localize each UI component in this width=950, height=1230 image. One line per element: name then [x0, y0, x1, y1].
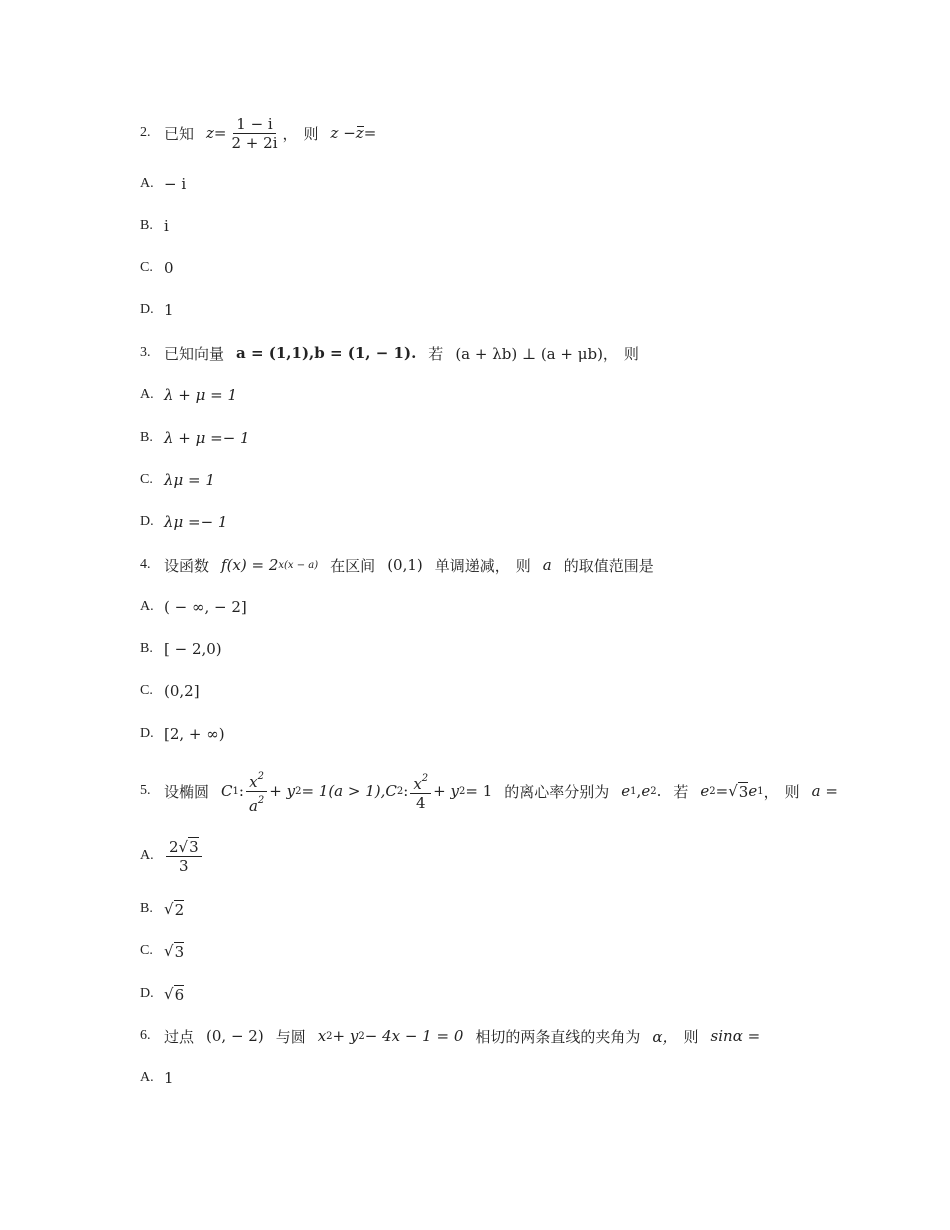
- option[interactable]: [140, 681, 200, 701]
- question-2-stem: [140, 112, 376, 154]
- question-number: 3.: [140, 345, 151, 360]
- stem-text: 的离心率分别为: [504, 782, 610, 801]
- question-4-stem: [140, 554, 654, 576]
- subscript: 2: [650, 785, 657, 797]
- then-text: 则: [303, 124, 319, 143]
- question-number: 4.: [140, 557, 151, 572]
- option-label: D.: [140, 986, 154, 1001]
- option[interactable]: [140, 639, 222, 659]
- option-text: 0: [164, 259, 174, 277]
- vector-def: a = (1,1),b = (1, − 1).: [236, 344, 417, 362]
- question-number: 5.: [140, 783, 151, 798]
- superscript: 2: [326, 1030, 333, 1042]
- fraction-numerator: $x^2$: [410, 770, 431, 794]
- expr: = 1(a > 1),: [301, 782, 386, 800]
- option[interactable]: [140, 512, 227, 532]
- then-text: 则: [623, 344, 639, 363]
- exponent: x(x − a): [278, 559, 319, 571]
- comma: ，: [763, 782, 779, 801]
- option[interactable]: [140, 834, 204, 878]
- fraction-numerator: 1 − i: [233, 115, 275, 134]
- stem-text: 设椭圆: [164, 782, 210, 801]
- option-text: (0,2]: [164, 682, 200, 700]
- option-text: ( − ∞, − 2]: [164, 598, 247, 616]
- option-label: A.: [140, 848, 154, 863]
- option-label: A.: [140, 387, 154, 402]
- option-label: C.: [140, 943, 153, 958]
- period: .: [656, 782, 662, 800]
- option-text: λμ =− 1: [164, 513, 228, 531]
- var-e: e: [700, 782, 710, 800]
- option-text: − i: [164, 175, 187, 193]
- fraction-denominator: 2 + 2i: [231, 133, 278, 152]
- option-text: [2, + ∞): [164, 725, 225, 743]
- option[interactable]: [140, 428, 250, 448]
- fraction: [166, 838, 202, 875]
- question-6-stem: [140, 1025, 760, 1047]
- superscript: 2: [358, 1030, 365, 1042]
- expr-end: =: [363, 124, 377, 142]
- option-label: B.: [140, 641, 153, 656]
- stem-text: 在区间: [330, 556, 376, 575]
- subscript: 1: [232, 785, 239, 797]
- expr: + y: [433, 782, 459, 800]
- var-e: e: [641, 782, 651, 800]
- option-label: D.: [140, 302, 154, 317]
- tail: sinα =: [710, 1027, 761, 1045]
- condition: (a + λb) ⊥ (a + μb)，: [455, 344, 618, 363]
- option-text: 1: [164, 301, 174, 319]
- subscript: 2: [709, 785, 716, 797]
- radicand: 3: [738, 782, 749, 801]
- option[interactable]: [140, 597, 247, 617]
- expr-z: z −: [330, 124, 356, 142]
- option-text: λμ = 1: [164, 471, 215, 489]
- equals: =: [715, 782, 729, 800]
- stem-text: 单调递减，: [434, 556, 510, 575]
- subscript: 1: [757, 785, 764, 797]
- option-label: A.: [140, 1070, 154, 1085]
- stem-text: 已知向量: [164, 344, 225, 363]
- stem-text: 相切的两条直线的夹角为: [475, 1027, 641, 1046]
- then-text: 则: [784, 782, 800, 801]
- fraction-numerator: $x^2$: [246, 768, 267, 792]
- option-text: 1: [164, 1069, 174, 1087]
- subscript: 1: [630, 785, 637, 797]
- question-5-stem: 5. 设椭圆 C 1 : $\frac{x^2}{a^2}$ + y 2 = 1(a > 1), C 2 : $\frac{x^2}{4}$ + y 2 = 1 的离心率分别为 e 1 , e 2 . 若 e 2 = √ 3 e 1 ， 则 a =: [140, 766, 838, 816]
- option-label: B.: [140, 218, 153, 233]
- circle-eq: + y: [332, 1027, 359, 1045]
- question-number: 6.: [140, 1028, 151, 1043]
- option-label: B.: [140, 430, 153, 445]
- fraction-numerator: 2√3: [166, 838, 202, 857]
- expr: = 1: [465, 782, 493, 800]
- stem-text: 过点: [164, 1027, 195, 1046]
- option-label: A.: [140, 176, 154, 191]
- option-label: C.: [140, 472, 153, 487]
- var-z: z: [206, 124, 214, 142]
- interval: (0,1): [387, 556, 423, 574]
- stem-text: 已知: [164, 124, 195, 143]
- question-number: 2.: [140, 125, 151, 140]
- circle-eq: − 4x − 1 = 0: [364, 1027, 464, 1045]
- option-label: D.: [140, 514, 154, 529]
- fraction-denominator: $a^2$: [248, 794, 265, 815]
- radicand: 2: [174, 900, 185, 919]
- option[interactable]: [140, 385, 237, 405]
- then-text: 则: [683, 1027, 699, 1046]
- if-text: 若: [673, 782, 689, 801]
- fraction-denominator: 3: [179, 856, 189, 875]
- then-text: 则: [515, 556, 531, 575]
- fraction-denominator: 4: [415, 794, 426, 812]
- option[interactable]: [140, 724, 225, 744]
- if-text: 若: [428, 344, 444, 363]
- superscript: 2: [458, 785, 466, 797]
- option-label: C.: [140, 683, 153, 698]
- separator: ，: [282, 124, 298, 143]
- ellipse-c2: C: [385, 782, 397, 800]
- point: (0, − 2): [206, 1027, 264, 1045]
- var-e: e: [748, 782, 758, 800]
- superscript: 2: [295, 785, 302, 797]
- alpha: α，: [652, 1027, 678, 1046]
- option-text: i: [164, 217, 169, 235]
- option-text: [ − 2,0): [164, 640, 222, 658]
- option[interactable]: [140, 470, 215, 490]
- tail: a =: [811, 782, 838, 800]
- option[interactable]: [140, 258, 174, 278]
- circle-eq: x: [317, 1027, 327, 1045]
- option[interactable]: [140, 1068, 174, 1088]
- stem-text: 与圆: [275, 1027, 306, 1046]
- var-e: e: [621, 782, 631, 800]
- option-label: D.: [140, 726, 154, 741]
- radicand: 3: [174, 942, 185, 961]
- option[interactable]: B. √ 2: [140, 900, 185, 919]
- expr: + y: [269, 782, 296, 800]
- option-label: B.: [140, 901, 153, 916]
- option[interactable]: C. √ 3: [140, 942, 185, 961]
- option-text: λ + μ =− 1: [164, 429, 250, 447]
- var-a: a: [542, 556, 552, 574]
- stem-text: 设函数: [164, 556, 210, 575]
- option[interactable]: [140, 216, 169, 236]
- option[interactable]: [140, 300, 174, 320]
- option-label: C.: [140, 260, 153, 275]
- ellipse-c1: C: [221, 782, 233, 800]
- equals: =: [213, 124, 227, 142]
- fraction: [410, 770, 431, 812]
- option[interactable]: D. √ 6: [140, 985, 185, 1004]
- option[interactable]: [140, 174, 186, 194]
- function: f(x) = 2: [221, 556, 279, 574]
- question-3-stem: [140, 343, 639, 363]
- radicand: 6: [174, 985, 185, 1004]
- fraction: [246, 768, 267, 815]
- option-label: A.: [140, 599, 154, 614]
- option-text: λ + μ = 1: [164, 386, 238, 404]
- expr-zbar: z: [355, 124, 364, 142]
- fraction: [229, 115, 281, 152]
- stem-text: 的取值范围是: [563, 556, 654, 575]
- subscript: 2: [396, 785, 404, 797]
